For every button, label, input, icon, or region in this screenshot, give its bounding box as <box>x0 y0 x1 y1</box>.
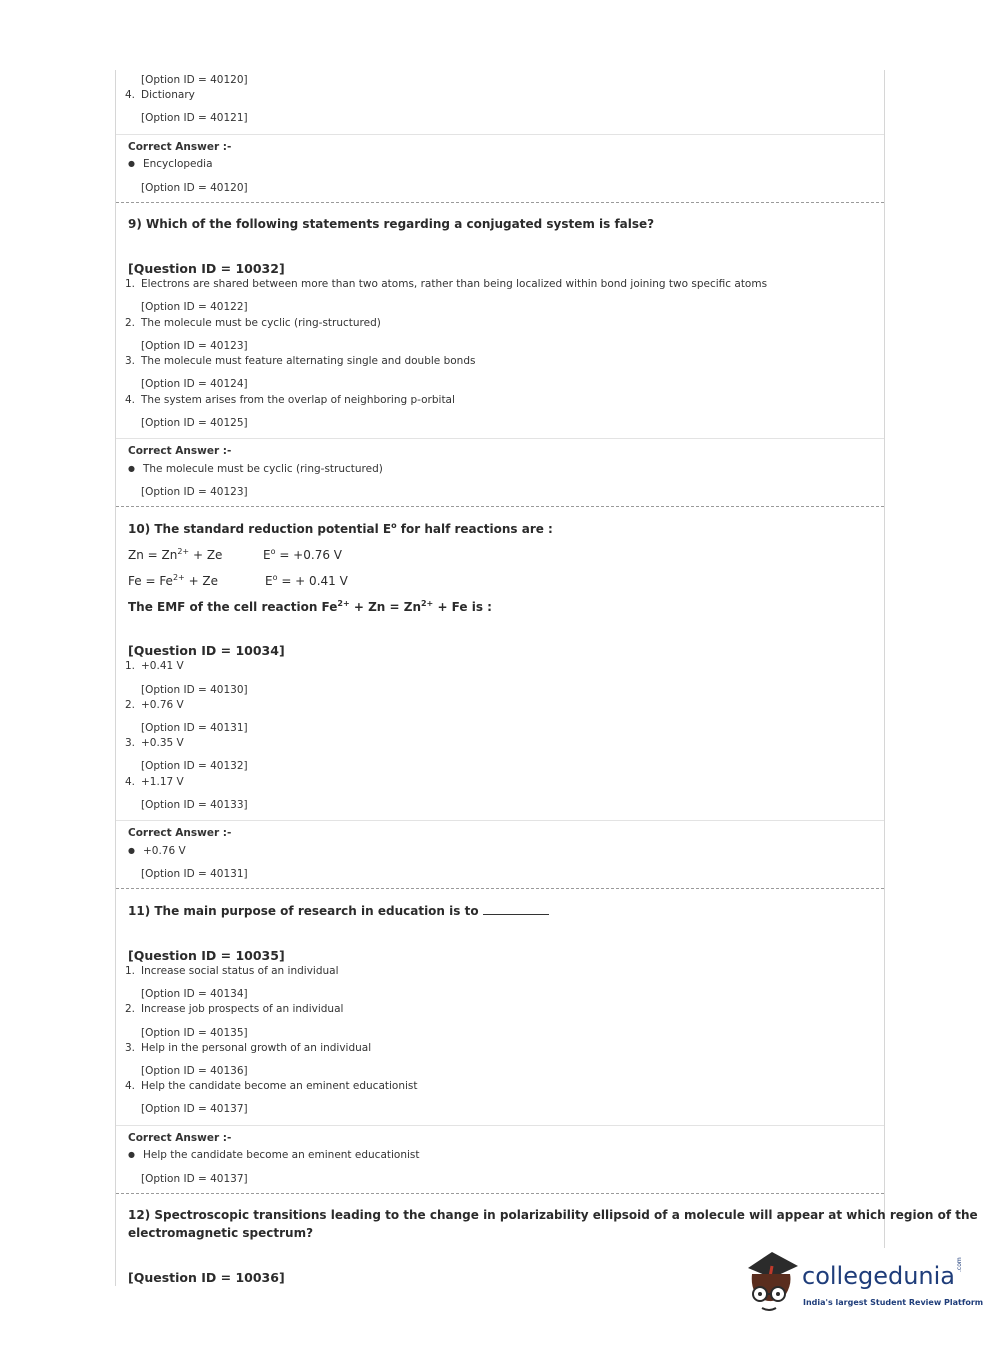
question-separator <box>116 506 884 507</box>
option-text: Increase social status of an individual <box>141 965 339 977</box>
question-separator <box>116 202 884 203</box>
correct-option-id: [Option ID = 40137] <box>141 1173 248 1185</box>
correct-answer-label: Correct Answer :- <box>128 827 232 839</box>
question-text: 9) Which of the following statements regarding a conjugated system is false? <box>128 217 655 231</box>
option-text: Help the candidate become an eminent educationist <box>141 1080 418 1092</box>
collegedunia-logo <box>742 1248 984 1318</box>
option-number: 1. <box>125 660 136 672</box>
half-reaction-fe: $Fe = Fe^{2+} + Ze$ <box>128 573 219 588</box>
option-id: [Option ID = 40121] <box>141 112 248 124</box>
option-number: 3. <box>125 1042 136 1054</box>
option-number: 2. <box>125 1003 136 1015</box>
option-number: 4. <box>125 89 136 101</box>
question-id: [Question ID = 10035] <box>128 948 285 963</box>
option-number: 2. <box>125 699 136 711</box>
correct-option-id: [Option ID = 40123] <box>141 486 248 498</box>
option-text: The molecule must feature alternating single and double bonds <box>141 355 476 367</box>
question-id: [Question ID = 10032] <box>128 261 285 276</box>
potential-zn: $E^o = +0.76$ V <box>263 547 342 562</box>
question-id: [Question ID = 10034] <box>128 643 285 658</box>
option-id: [Option ID = 40125] <box>141 417 248 429</box>
option-text: +0.35 V <box>141 737 184 749</box>
brand-domain: .com <box>956 1257 963 1272</box>
half-reaction-zn: $Zn = Zn^{2+} + Ze$ <box>128 547 223 562</box>
question-text-continued: The EMF of the cell reaction $Fe^{2+} + Zn = Zn^{2+} + Fe$ is : <box>128 599 492 614</box>
option-id: [Option ID = 40120] <box>141 74 248 86</box>
correct-answer-label: Correct Answer :- <box>128 1132 232 1144</box>
brand-name: collegedunia <box>802 1262 956 1290</box>
correct-option-id: [Option ID = 40120] <box>141 182 248 194</box>
option-number: 1. <box>125 965 136 977</box>
section-divider <box>116 820 884 821</box>
question-id: [Question ID = 10036] <box>128 1270 285 1285</box>
correct-answer-text: ● +0.76 V <box>128 845 186 857</box>
option-number: 3. <box>125 737 136 749</box>
question-text: 10) The standard reduction potential $E^o$ for half reactions are : <box>128 521 553 536</box>
option-id: [Option ID = 40137] <box>141 1103 248 1115</box>
section-divider <box>116 1125 884 1126</box>
correct-answer-label: Correct Answer :- <box>128 445 232 457</box>
question-separator <box>116 888 884 889</box>
option-id: [Option ID = 40131] <box>141 722 248 734</box>
option-text: +0.41 V <box>141 660 184 672</box>
option-text: Help in the personal growth of an individual <box>141 1042 372 1054</box>
potential-fe: $E^o$ = + 0.41 V <box>265 573 348 588</box>
option-number: 4. <box>125 776 136 788</box>
option-id: [Option ID = 40134] <box>141 988 248 1000</box>
mascot-icon <box>742 1248 802 1314</box>
question-text: 12) Spectroscopic transitions leading to the change in polarizability ellipsoid of a molecule will appear at which region of the <box>128 1208 978 1222</box>
option-text: The system arises from the overlap of neighboring p-orbital <box>141 394 455 406</box>
section-divider <box>116 438 884 439</box>
correct-option-id: [Option ID = 40131] <box>141 868 248 880</box>
option-id: [Option ID = 40124] <box>141 378 248 390</box>
question-text: 11) The main purpose of research in education is to <box>128 904 549 918</box>
option-text: +1.17 V <box>141 776 184 788</box>
correct-answer-text: ● The molecule must be cyclic (ring-structured) <box>128 463 383 475</box>
option-text: The molecule must be cyclic (ring-structured) <box>141 317 381 329</box>
option-number: 3. <box>125 355 136 367</box>
option-id: [Option ID = 40132] <box>141 760 248 772</box>
correct-answer-text: ● Help the candidate become an eminent educationist <box>128 1149 420 1161</box>
option-number: 4. <box>125 1080 136 1092</box>
option-text: Dictionary <box>141 89 195 101</box>
option-text: Increase job prospects of an individual <box>141 1003 344 1015</box>
question-separator <box>116 1193 884 1194</box>
fill-in-blank <box>483 904 549 915</box>
correct-answer-text: ● Encyclopedia <box>128 158 213 170</box>
option-text: Electrons are shared between more than two atoms, rather than being localized within bond joining two specific atoms <box>141 278 768 290</box>
question-text-continued: electromagnetic spectrum? <box>128 1226 314 1240</box>
option-number: 2. <box>125 317 136 329</box>
option-text: +0.76 V <box>141 699 184 711</box>
option-id: [Option ID = 40135] <box>141 1027 248 1039</box>
brand-tagline: India's largest Student Review Platform <box>803 1298 984 1307</box>
option-id: [Option ID = 40122] <box>141 301 248 313</box>
option-id: [Option ID = 40130] <box>141 684 248 696</box>
section-divider <box>116 134 884 135</box>
option-id: [Option ID = 40136] <box>141 1065 248 1077</box>
option-id: [Option ID = 40123] <box>141 340 248 352</box>
option-id: [Option ID = 40133] <box>141 799 248 811</box>
option-number: 4. <box>125 394 136 406</box>
option-number: 1. <box>125 278 136 290</box>
correct-answer-label: Correct Answer :- <box>128 141 232 153</box>
